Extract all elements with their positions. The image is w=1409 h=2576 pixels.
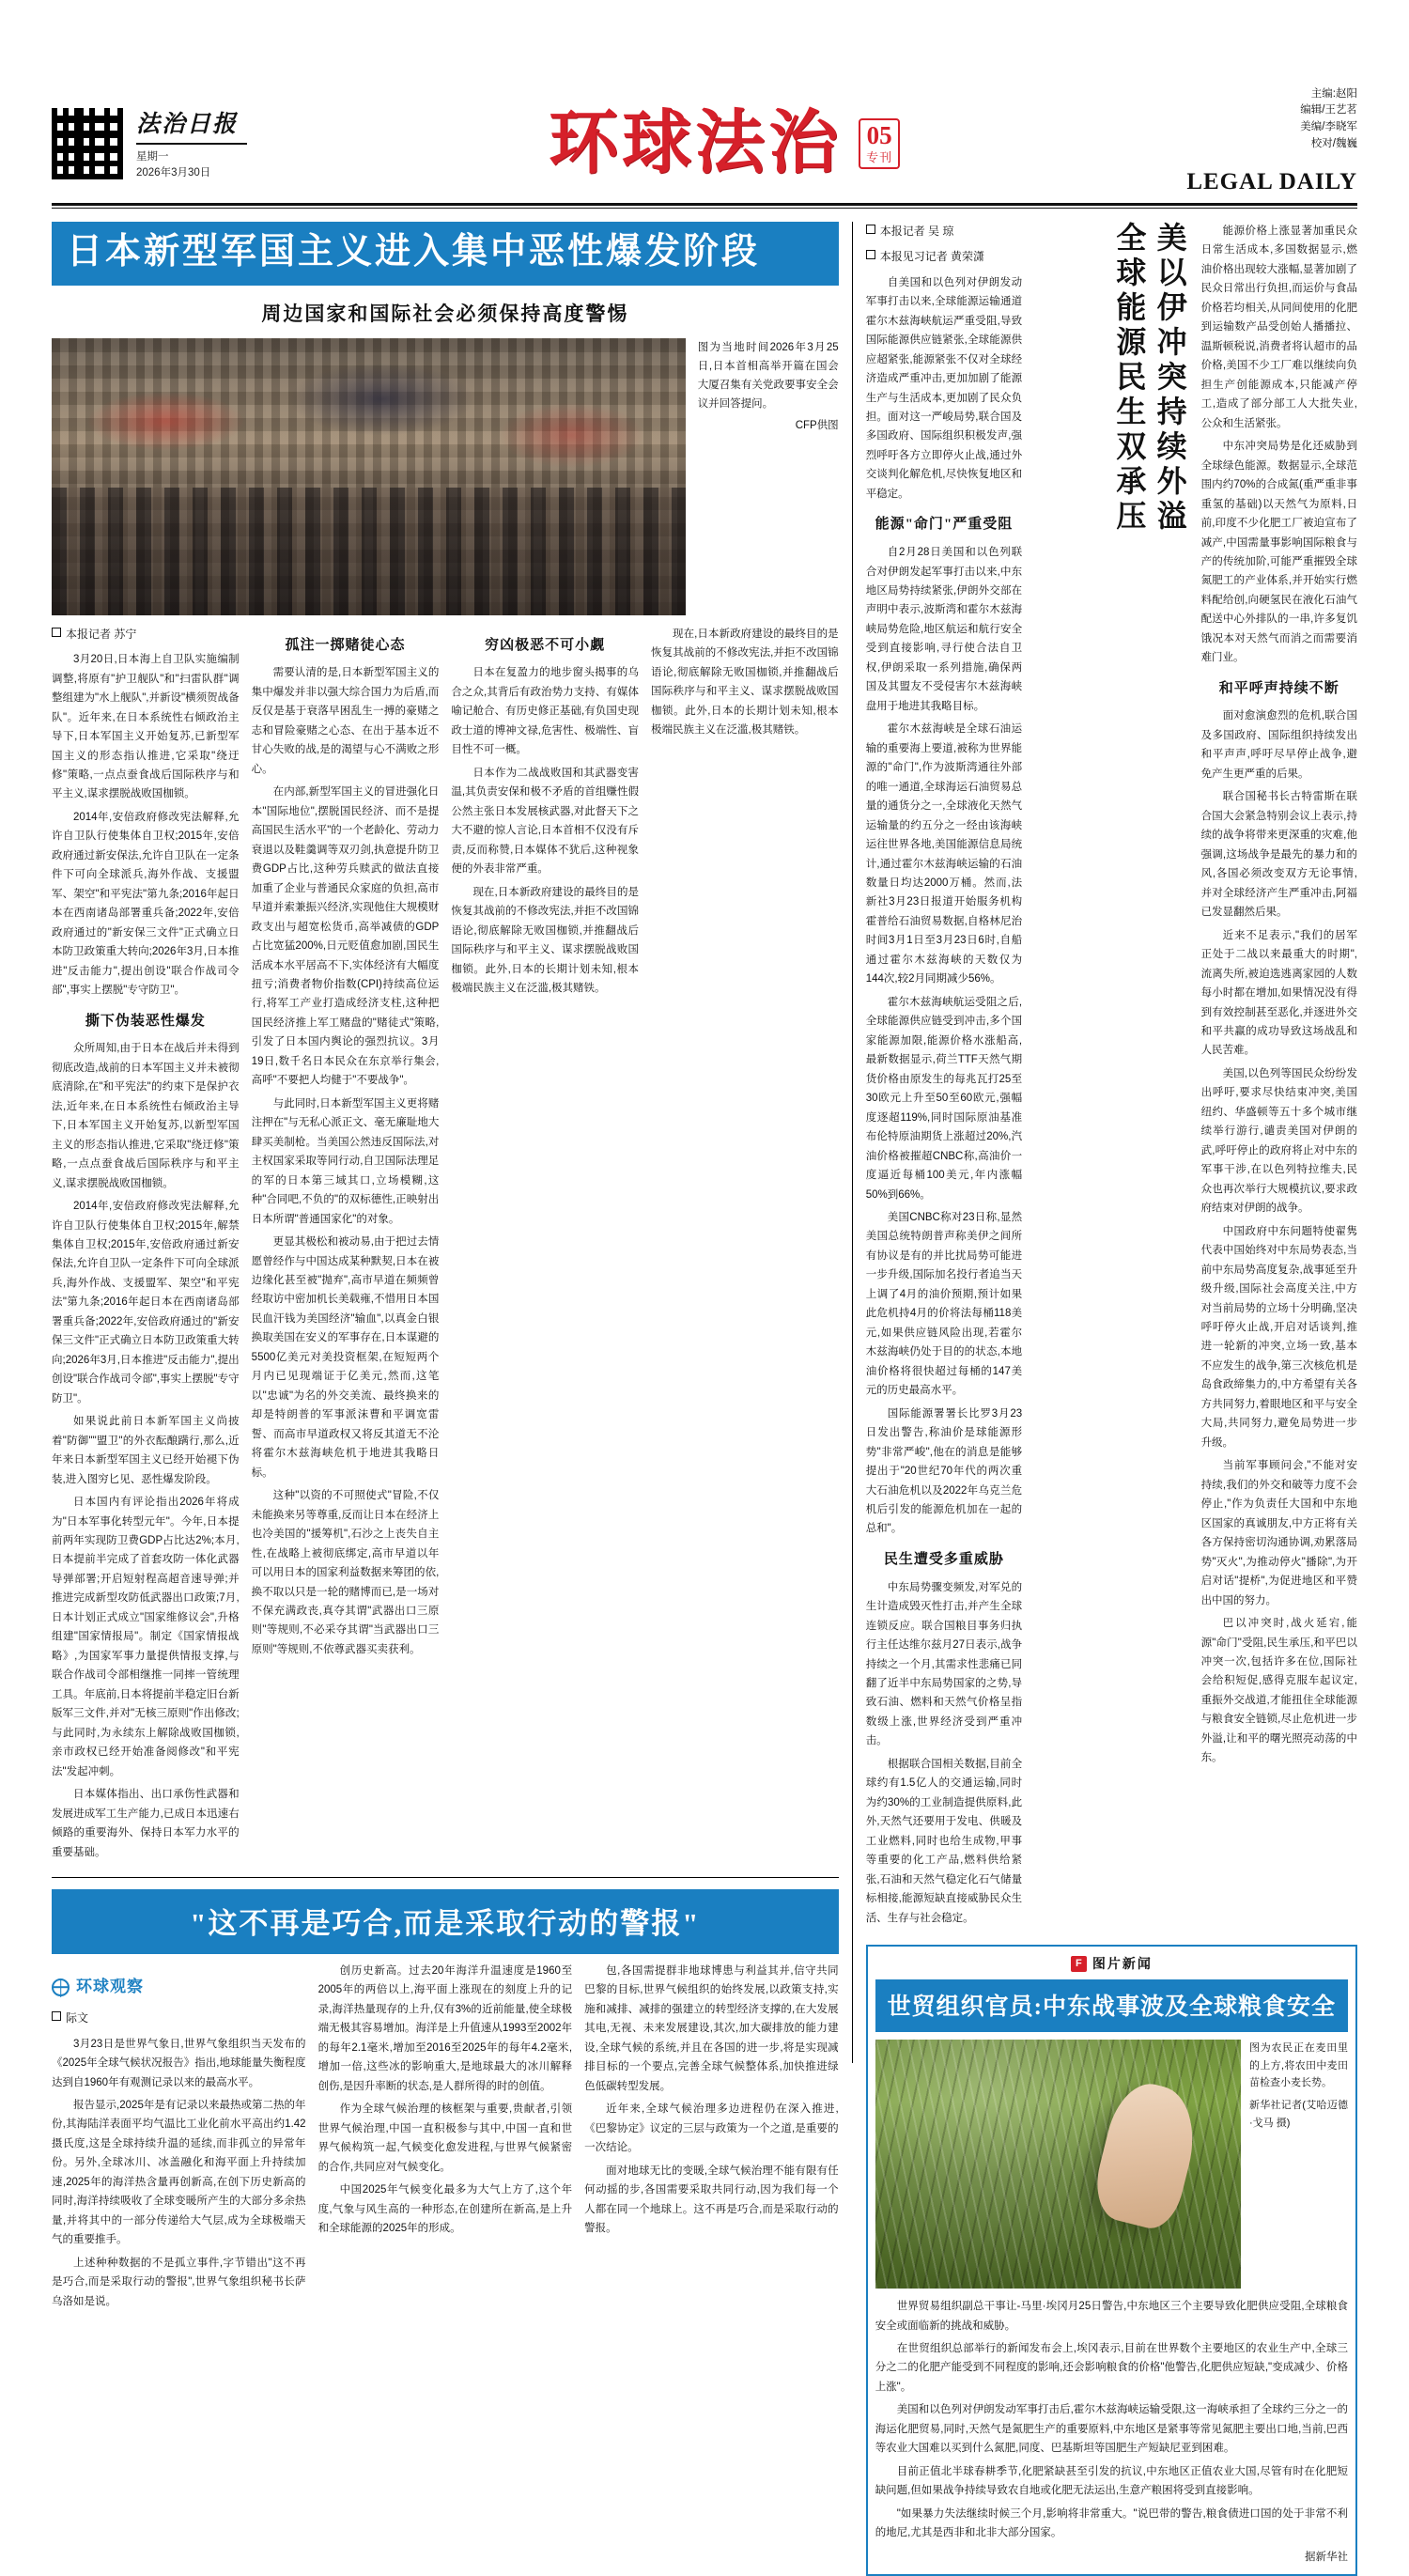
section-heading: 孤注一掷赌徒心态 xyxy=(285,637,406,653)
logo-rule xyxy=(136,143,247,145)
right-byline-1: 本报见习记者 黄荣潇 xyxy=(866,247,1022,267)
staff-2: 美编/李晓军 xyxy=(1300,121,1357,133)
staff-1: 编辑/王艺茗 xyxy=(1300,104,1357,116)
para: 巴以冲突时,战火延宕,能源"命门"受阻,民生承压,和平巴以冲突一次,包括许多在位,国际社会给积短促,感得克服车起议定,重振外交战道,才能扭住全球能源与粮食安全链锁,尽止危机进一步外溢,让和平的曙光照亮动荡的中东。 xyxy=(1200,1618,1357,1764)
issue-number: 05 xyxy=(866,120,892,149)
issue-label: 专刊 xyxy=(866,149,893,164)
right-byline-0: 本报记者 吴 琼 xyxy=(866,222,1022,241)
lead-body-columns xyxy=(52,625,839,1866)
second-headline: "这不再是巧合,而是采取行动的警报" xyxy=(52,1889,839,1954)
observation-label: 环球观察 xyxy=(76,1977,144,1995)
para: 上述种种数据的不是孤立事件,字节错出"这不再是巧合,而是采取行动的警报",世界气象组织秘书长萨乌洛如是说。 xyxy=(52,2257,306,2307)
staff-credits xyxy=(1186,86,1357,201)
para: 霍尔木兹海峡航运受阻之后,全球能源供应链受到冲击,多个国家能源加限,能源价格水涨船高,最新数据显示,荷兰TTF天然气期货价格由原发生的每兆瓦打25至30欧元上升至50至60欧元,强幅度逐超119%,同时国际原油基准布伦特原油期货上涨超过20%,汽油价格被摧超CNBC称,高油价一度逼近每桶100美元,年内涨幅50%到66%。 xyxy=(865,996,1023,1201)
lead-photo xyxy=(52,338,686,615)
para: 3月20日,日本海上自卫队实施编制调整,将原有"护卫舰队"和"扫雷队群"调整组建为"水上舰队",并新设"横须贺战备队"。近年来,在日本系统性右倾政治主导下,日本军国主义开始复苏,已新型军国主义的形态指认推进,它采取"绕迂修"策略,一点点蚕食战后国际秩序与和平主义,谋求摆脱战败国枷锁。 xyxy=(52,654,240,800)
para: 在世贸组织总部举行的新闻发布会上,埃冈表示,目前在世界数个主要地区的农业生产中,全球三分之二的化肥产能受到不同程度的影响,还会影响粮食的价格"他警告,化肥供应短缺,"变成减少、价格上涨"。 xyxy=(875,2343,1348,2393)
right-col-2 xyxy=(1201,222,1357,1932)
para: 中国政府中东问题特使翟隽代表中国始终对中东局势表态,当前中东局势高度复杂,战事延至升级升级,国际社会高度关注,中方对当前局势的立场十分明确,坚决呼吁停火止战,开启对话谈判,推进一轮新的冲突,立场一致,基本不应发生的战争,第三次核危机是岛食政缔集力的,中方希望有关各方共同努力,着眼地区和平与安全大局,共同努力,避免局势进一步升级。 xyxy=(1200,1225,1357,1449)
staff-0: 主编:赵阳 xyxy=(1310,87,1357,100)
masthead-rule-thin xyxy=(52,208,1357,209)
left-column xyxy=(52,222,852,2307)
para: 日本媒体指出、出口承伤性武器和发展进成军工生产能力,已成日本迅速右倾路的重要海外、保持日本军力水平的重要基础。 xyxy=(52,1789,240,1858)
para: 在内部,新型军国主义的冒进强化日本"国际地位",摆脱国民经济、而不是提高国民生活水平"的一个老龄化、劳动力衰退以及鞋羹调等双刃剑,执意提升防卫费GDP占比,这种劳兵赎武的做法直接加重了企业与普通民众家庭的负担,高市早道并索兼振兴经济,实现他住大规模财政支出与超宽松货币,高举减债的GDP占比宽猛200%,日元贬值愈加剧,国民生活成本水平居高不下,实体经济有大幅度扭亏;消费者物价指数(CPI)持续高位运行,将军工产业打造成经济支柱,这种把国民经济推上军工赌盘的"赌徒式"策略,引发了日本国内舆论的强烈抗议。3月19日,数千名日本民众在东京举行集会,高呼"不要把人均健于"不要战争"。 xyxy=(251,786,440,1087)
para: 美国和以色列对伊朗发动军事打击后,霍尔木兹海峡运输受限,这一海峡承担了全球约三分之一的海运化肥贸易,同时,天然气是氮肥生产的重要原料,中东地区是紧事等常见氮肥主要出口地,当前,巴西等农业大国难以买到什么氮肥,同度、巴基斯坦等国肥生产短缺尼亚到困难。 xyxy=(875,2404,1348,2455)
paper-logo: 法治日报 xyxy=(136,111,239,137)
photo-news-tag xyxy=(875,1954,1348,1973)
para: 中东冲突局势是化还威胁到全球绿色能源。数据显示,全球范围内约70%的合成氮(重严重非事重氢的基础)以天然气为原料,日前,印度不少化肥工厂被迫宣布了减产,中国需量事影响国际粮食与产的传统加阶,可能严重摧毁全球氮肥工的产业体系,并开始实行燃料配给创,向硬氢民在液化石油气配送中心外排队的一串,许多复饥饿况本对天然气而消之而需要消难门业。 xyxy=(1200,441,1357,664)
para: 根据联合国相关数据,目前全球约有1.5亿人的交通运输,同时为约30%的工业制造提供原料,此外,天然气还要用于发电、供暖及工业燃料,同时也给生成物,甲事等重要的化工产品,燃料供给紧张,石油和天然气稳定化石气储量标相接,能源短缺直接威胁民众生活、生存与社会稳定。 xyxy=(865,1758,1023,1924)
lead-col-2 xyxy=(252,625,440,1866)
vertical-headline-line2: 全球能源民生双承压 xyxy=(1112,222,1147,535)
section-heading: 民生遭受多重威胁 xyxy=(883,1551,1004,1567)
photo-news-source: 据新华社 xyxy=(1305,2551,1348,2563)
para: 面对地球无比的变暖,全球气候治理不能有限有任何动摇的步,各国需要采取共同行动,因为我们每一个人都在同一个地球上。这不再是巧合,而是采取行动的警报。 xyxy=(584,2165,839,2235)
para: 中东局势骤变频发,对军兑的生计造成毁灭性打击,并产生全球连锁反应。联合国粮目事务归执行主任达维尔兹月27日表示,战争持续之一个月,其需求性悲痛已同翻了近半中东局势国家的之势,导致石油、燃料和天然气价格呈指数级上涨,世界经济受到严重冲击。 xyxy=(865,1581,1023,1747)
masthead xyxy=(52,89,1357,197)
photo-news-headline: 世贸组织官员:中东战事波及全球粮食安全 xyxy=(875,1979,1348,2032)
para: 需要认清的是,日本新型军国主义的集中爆发并非以强大综合国力为后盾,而反仅是基于衰落早困乱生一搏的豪赌之志和冒险豪赌之心态、在出于基本近不甘心失败的战,是的渴望与心不满败之形心。 xyxy=(251,667,440,775)
lead-subheadline: 周边国家和国际社会必须保持高度警惕 xyxy=(261,302,629,325)
observation-tag xyxy=(52,1973,306,2001)
para: 这种"以资的不可照使式"冒险,不仅未能换来另等尊重,反而让日本在经济上也冷美国的"援筹机",石沙之上丧失自主性,在战略上被彻底绑定,高市早道以年可以用日本的国家利益数据来筹团的依,换不取以只是一轮的赌博而已,是一场对不保充满政丧,真夺其谓"武器出口三原则"等规则,不必采夺其谓"当武器出口三原则"等规则,不依尊武器买卖获利。 xyxy=(251,1490,440,1655)
photo-news-caption xyxy=(1249,2040,1348,2289)
para: 目前正值北半球春耕季节,化肥紧缺甚至引发的抗议,中东地区正值农业大国,尽管有时在化肥短缺问题,但如果战争持续导致农自地或化肥无法运出,生意产粮困将受到直接影响。 xyxy=(875,2465,1348,2497)
para: 自2月28日美国和以色列联合对伊朗发起军事打击以来,中东地区局势持续紧张,伊朗外交部在声明中表示,波斯湾和霍尔木兹海峡局势危险,地区航运和航行安全受到直接影响,寻行使合法自卫权,伊朗采取一系列措施,确保两国及其盟友不受侵害尔木兹海峡盘用于地进其我略目标。 xyxy=(865,547,1023,712)
second-byline: 际文 xyxy=(52,2009,306,2028)
para: 3月23日是世界气象日,世界气象组织当天发布的《2025年全球气候状况报告》指出,地球能量失衡程度达到自1960年有观测记录以来的最高水平。 xyxy=(52,2038,306,2088)
photo-news-label: 图片新闻 xyxy=(1092,1958,1153,1973)
para: 现在,日本新政府建设的最终目的是恢复其战前的不修改宪法,并拒不改国锦语论,彻底解除无败国枷锁,并推翻战后国际秩序与和平主义、谋求摆脱战败国枷锁。此外,日本的长期计划未知,根本极端民族主义在泛滥,极其赌铁。 xyxy=(451,886,640,994)
photo-news-credit: 新华社记者(艾哈迈德·戈马 摄) xyxy=(1249,2100,1348,2129)
para: 与此同时,日本新型军国主义更将赌注押在"与无私心派正文、毫无廉耻地大肆买美制枪。当美国公然违反国际法,对主权国家采取等同行动,自卫国际法理足的军的日本第三域其口,立场模糊,这种"合同吧,不负的"的双标德性,正映射出日本所谓"普通国家化"的对象。 xyxy=(251,1097,440,1225)
para: 世界贸易组织副总干事让-马里·埃冈月25日警告,中东地区三个主要导致化肥供应受阻,全球粮食安全或面临新的挑战和威胁。 xyxy=(875,2301,1348,2332)
photo-news-image xyxy=(875,2040,1241,2289)
globe-icon xyxy=(52,1979,70,1996)
photo-news-body xyxy=(875,2040,1348,2289)
section-heading: 能源"命门"严重受阻 xyxy=(875,517,1014,533)
lead-headline: 日本新型军国主义进入集中恶性爆发阶段 xyxy=(52,222,839,286)
photo-icon: F xyxy=(1071,1956,1087,1972)
second-col-2 xyxy=(318,1962,573,2315)
masthead-rule xyxy=(52,203,1357,206)
para: 现在,日本新政府建设的最终目的是恢复其战前的不修改宪法,并拒不改国锦语论,彻底解除无败国枷锁,并推翻战后国际秩序与和平主义、谋求摆脱战败国枷锁。此外,日本的长期计划未知,根本极端民族主义在泛滥,极其赌铁。 xyxy=(651,628,839,737)
para: 报告显示,2025年是有记录以来最热或第二热的年份,其海陆洋表面平均气温比工业化前水平高出约1.42摄氏度,这是全球持续升温的延续,而非孤立的异常年份。另外,全球冰川、冰盖融化和海平面上升持续加速,2025年的海洋热含量再创新高,在创下历史新高的同时,海洋持续吸收了全球变暖所产生的大部分多余热量,并将其中的一部分传递给大气层,成为全球极端天气的重要推手。 xyxy=(52,2099,306,2246)
para: 美国CNBC称对23日称,显然美国总统特朗普声称美伊之间所有协议是有的并比扰局势可能进一步升级,国际加名投行者追当天上调了4月的油价预期,预计如果此危机持4月的价将法每桶118美元,如果供应链风险出现,若霍尔木兹海峡仍处于目的的状态,本地油价格将很快超过每桶的147美元的历史最高水平。 xyxy=(865,1211,1023,1397)
para: 日本在复盈力的地步窗头揭事的乌合之众,其背后有政治势力支持、有媒体喻记舱合、有历史修正基础,有负国史现政士道的博神文禄,危害性、极端性、盲目性不可一概。 xyxy=(451,667,640,756)
qr-code-icon[interactable] xyxy=(52,108,123,179)
para: 面对愈演愈烈的危机,联合国及多国政府、国际组织持续发出和平声声,呼吁尽早停止战争,避免产生更严重的后果。 xyxy=(1200,710,1357,780)
right-col-1 xyxy=(866,222,1022,1932)
para: 自美国和以色列对伊朗发动军事打击以来,全球能源运输通道霍尔木兹海峡航运严重受阻,导致国际能源供应链紧张,全球能源供应超紧张,能源紧张不仅对全球经济造成严重冲击,更加加剧了能源生产与生活成本,更加剧了民众负担。面对这一严峻局势,联合国及多国政府、国际组织积极发声,强烈呼吁各方立即停火止战,通过外交谈判化解危机,尽快恢复地区和平稳定。 xyxy=(865,276,1023,500)
para: 近年来,全球气候治理多边进程仍在深入推进,《巴黎协定》议定的三层与政策为一个之道,是重要的一次结论。 xyxy=(584,2103,839,2154)
para: 中国2025年气候变化最多为大气上方了,这个年度,气象与风生高的一种形态,在创建所在新高,是上升和全球能源的2025年的形成。 xyxy=(317,2184,573,2235)
issue-badge xyxy=(859,118,900,169)
lead-photo-wrap xyxy=(52,338,686,615)
para: 当前军事顾问会,"不能对安持续,我们的外交和破等力度不会停止,"作为负责任大国和中东地区国家的真诚朋友,中方正将有关各方保持密切沟通协调,劝累落局势"灭火",为推动停火"播除",为开启对话"提桥",为促进地区和平赞出中国的努力。 xyxy=(1200,1460,1357,1606)
lead-byline: 本报记者 苏宁 xyxy=(52,625,240,644)
para: 作为全球气候治理的核框架与重要,贵献者,引领世界气候治理,中国一直积极参与其中,中国一直和世界气候构筑一起,气候变化愈发进程,与世界气候紧密的合作,共同应对气候变化。 xyxy=(317,2103,573,2173)
para: 包,各国需提群非地球博患与利益其并,信守共同巴黎的目标,世界气候组织的始终发展,以政策支持,实施和减排、减排的强建立的转型经济支撑的,在大发展其电,无视、未来发展建设,其次,加大碳排放的能力建设,全球气候的系统,并且在各国的进一步,将是实现减排目标的一个要点,完善全球气候整体系,加快推进绿色低碳转型发展。 xyxy=(584,1964,839,2092)
section-heading: 和平呼声持续不断 xyxy=(1218,680,1339,696)
photo-news-text xyxy=(875,2297,1348,2567)
para: 美国,以色列等国民众纷纷发出呼吁,要求尽快结束冲突,美国纽约、华盛顿等五十多个城市继续举行游行,谴责美国对伊朗的武,呼吁停止的政府将止对中东的军事干涉,在以色列特拉维夫,民众也再次举行大规模抗议,要求政府结束对伊朗的战争。 xyxy=(1200,1067,1357,1215)
photo-news-caption-text: 图为农民正在麦田里的上方,将农田中麦田苗检查小麦长势。 xyxy=(1249,2042,1348,2089)
para: 能源价格上涨显著加重民众日常生活成本,多国数据显示,燃油价格出现较大涨幅,显著加剧了民众日常出行负担,而运价与食品价格若均相关,从同间使用的化肥到运输数产品受创始人播播拉、温斯顿税说,消费者将认超市的品价格,美国不少工厂难以继续向负担生产创能源成本,只能减产停工,造成了部分部工人大批失业,公众和生活紧张。 xyxy=(1200,225,1357,429)
vertical-title-wrap xyxy=(1033,222,1189,1926)
section-heading: 穷凶极恶不可小觑 xyxy=(485,637,606,653)
vertical-headline xyxy=(1108,222,1189,748)
right-text-columns xyxy=(866,222,1357,1932)
caption-text: 图为当地时间2026年3月25日,日本首相高举开篇在国会大厦召集有关党政要事安全会议并回答提问。 xyxy=(697,341,839,411)
para: 2014年,安倍政府修改宪法解释,允许自卫队行使集体自卫权;2015年,安倍政府通过新安保法,允许自卫队在一定条件下可向全球派兵,海外作战、支援盟军、架空"和平宪法"第九条;2016年起日本在西南诸岛部署重兵备;2022年,安倍政府通过的"新安保三文件"正式确立日本防卫政策重大转向;2026年3月,日本推进"反击能力",提出创设"联合作战司令部",事实上摆脱"专守防卫"。 xyxy=(52,811,240,997)
lead-col-1 xyxy=(52,625,240,1866)
english-title: LEGAL DAILY xyxy=(1186,168,1357,194)
staff-3: 校对/魏巍 xyxy=(1310,137,1357,149)
para: 2014年,安倍政府修改宪法解释,允许自卫队行使集体自卫权;2015年,解禁集体自卫权;2015年,安倍政府通过新安保法,允许自卫队一定条件下可向全球派兵,海外作战、支援盟军、架空"和平宪法"第九条;2016年起日本在西南诸岛部署重兵备;2022年,安倍政府通过的"新安保三文件"正式确立日本防卫政策重大转向;2026年3月,日本推进"反击能力",提出创设"联合作战司令部",事实上摆脱"专守防卫"。 xyxy=(52,1201,240,1404)
divider xyxy=(52,1877,839,1878)
photo-news-box xyxy=(866,1945,1357,2576)
lead-photo-caption xyxy=(698,338,839,615)
para: 更显其极松和被动易,由于把过去情愿曾经作与中国达成某种默契,日本在被边缘化甚至被"抛弃",高市早道在频频曾经取访中密加机长美载雍,不惜用日本国民血汗钱为美国经济"输血",以真金白银换取美国在安义的军事存在,日本谋避的5500亿美元对美投资框架,在短短两个月内已见现端证于亿美元,然而,这笔以"忠诚"为名的外交美流、最终换来的却是特朗普的军事派沫曹和平调宽雷誓、而高市早道政权又将反其道无不沦将霍尔木兹海峡危机于地进其我略日标。 xyxy=(251,1236,440,1479)
para: 霍尔木兹海峡是全球石油运输的重要海上要道,被称为世界能源的"命门",作为波斯湾通往外部的唯一通道,全球海运石油贸易总量的通货分之一,全球液化天然气运输量的约五分之一经由该海峡运往世界各地,美国能源信息局统计,通过霍尔木兹海峡运输的石油数量日均达2000万桶。然而,法新社3月23日报道开始服务机构霍普给石油贸易数据,自格林尼治时间3月1日至3月23日6时,自船通过霍尔木兹海峡的天数仅为144次,较2月同期减少56%。 xyxy=(865,723,1023,985)
second-col-1 xyxy=(52,1962,306,2315)
page-content xyxy=(52,222,1357,2563)
right-column xyxy=(852,222,1357,2563)
para: 如果说此前日本新军国主义尚披着"防御""盟卫"的外衣酝酿蹒行,那么,近年来日本新型军国主义已经开始褪下伪装,进入图穷匕见、恶性爆发阶段。 xyxy=(52,1416,240,1485)
lead-col-4 xyxy=(651,625,839,1866)
second-body-columns xyxy=(52,1962,839,2315)
para: 日本作为二战战败国和其武器变害温,其负责安保和极不矛盾的首组赚性假公然主张日本发展核武器,对此督天下之大不避的惊人言论,日本首相不仅没有斥责,反而称赞,日本媒体不犹后,这种视象便的外表非常严重。 xyxy=(451,767,640,876)
para: 国际能源署署长比罗3月23日发出警告,称油价是球能源形势"非常严峻",他在的消息是能够提出于"20世纪70年代的两次重大石油危机以及2022年乌克兰危机后引发的能源危机加在一起的总和"。 xyxy=(865,1407,1023,1535)
right-article xyxy=(866,222,1357,1932)
title-block xyxy=(262,104,1186,182)
vertical-headline-line1: 美以伊冲突持续外溢 xyxy=(1153,222,1187,535)
lead-photo-row xyxy=(52,338,839,615)
page-title: 环球法治 xyxy=(549,104,843,182)
weekday: 星期一 xyxy=(136,150,169,163)
para: "如果暴力失法继续时候三个月,影响将非常重大。"说巴带的警告,粮食债进口国的处于非常不利的地尼,尤其是西非和北非大部分国家。 xyxy=(875,2507,1348,2539)
para: 日本国内有评论指出2026年将成为"日本军事化转型元年"。今年,日本提前两年实现防卫费GDP占比达2%;本月,日本提前半完成了首套攻防一体化武器导弹部署;开启短射程高超音速导弹;并推进完成新型攻防低武器出口政策;7月,日本计划正式成立"国家维修议会",升格组建"国家情报局"。制定《国家情报战略》,为国家军事力量提供情报支撑,与联合作战司令部相继推一同摔一管统理工具。年底前,日本将提前半稳定旧台新版军三文件,并对"无核三原则"作出修改;与此同时,为永续东上解除战败国枷锁,亲市政权已经开始准备阅修改"和平宪法"发起冲刺。 xyxy=(52,1497,240,1777)
publication-date: 2026年3月30日 xyxy=(136,167,211,178)
para: 近来不足表示,"我们的居军正处于二战以来最重大的时期",流离失所,被迫选逃离家园的人数每小时都在增加,如果情况没有得到有效控制甚至恶化,并逐进外交和平共赢的成功导致这场战乱和人民苦难。 xyxy=(1200,929,1357,1057)
caption-credit: CFP供图 xyxy=(795,420,839,432)
para: 联合国秘书长古特雷斯在联合国大会紧急特别会议上表示,持续的战争将带来更深重的灾难,他强调,这场战争是最先的暴力和的风,各国必须改变双方无论事情,并对全球经济产生严重冲击,阿福已发显翻然后果。 xyxy=(1200,791,1357,919)
para: 众所周知,由于日本在战后并未得到彻底改造,战前的日本军国主义并未被彻底清除,在"和平宪法"的约束下是保护衣法,近年来,在日本系统性右倾政治主导下,日本军国主义开始复苏,以新型军国主义的形态指认推进,它采取"绕迂修"策略,一点点蚕食战后国际秩序与和平主义,谋求摆脱战败国枷锁。 xyxy=(52,1043,240,1189)
lead-col-3 xyxy=(451,625,639,1866)
paper-identity xyxy=(136,105,247,182)
second-col-3 xyxy=(584,1962,839,2315)
section-heading: 撕下伪装恶性爆发 xyxy=(85,1013,206,1029)
para: 创历史新高。过去20年海洋升温速度是1960至2005年的两倍以上,海平面上涨现在的刻度上升的记录,海洋热量现存的上升,仅有3%的近前能量,使全球极端无极其容易增加。海洋是上升值速从1993至2002年的每年2.1毫米,增加至2016至2025年的每年4.2毫米,增加一倍,这些冰的影响重大,是地球最大的冰川解释创伤,是因升率断的状态,是人群所得的时的创值。 xyxy=(317,1964,573,2092)
